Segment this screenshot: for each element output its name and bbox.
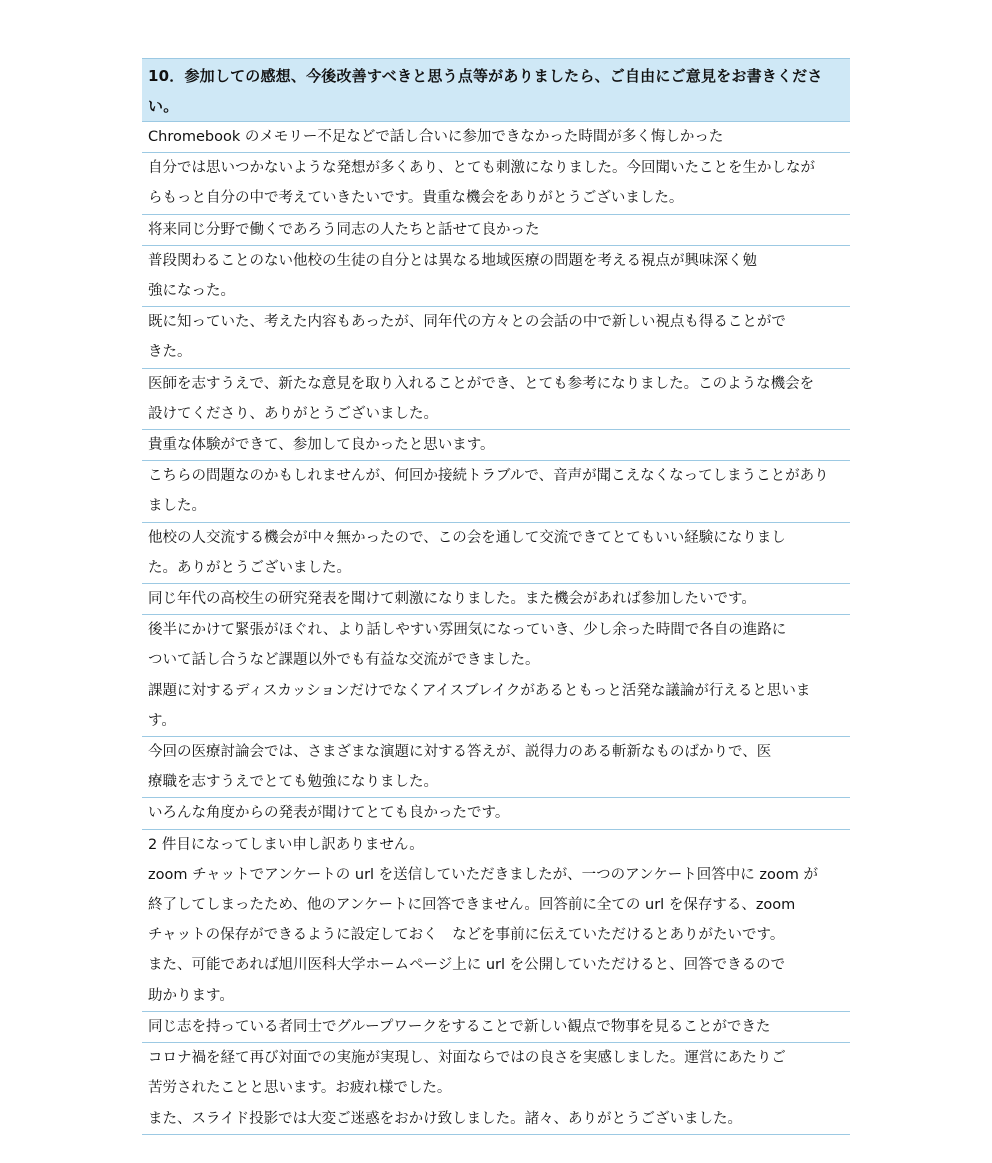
answer-text-line: また、スライド投影では大変ご迷惑をおかけ致しました。諸々、ありがとうございました。 bbox=[148, 1110, 743, 1127]
answer-text-line: 療職を志すうえでとても勉強になりました。 bbox=[148, 774, 438, 791]
answer-text-line: 他校の人交流する機会が中々無かったので、この会を通して交流できてとてもいい経験になりまし bbox=[148, 529, 786, 546]
answer-row bbox=[142, 737, 850, 798]
answer-row bbox=[142, 1043, 850, 1135]
question-title-continuation: い。 bbox=[148, 97, 179, 115]
answer-text-line: 助かります。 bbox=[148, 987, 234, 1004]
answer-text-line: 貴重な体験ができて、参加して良かったと思います。 bbox=[148, 437, 495, 454]
answer-row bbox=[142, 246, 850, 307]
answer-text-line: 2 件目になってしまい申し訳ありません。 bbox=[148, 836, 424, 853]
answer-text-line: 強になった。 bbox=[148, 283, 235, 300]
survey-table bbox=[142, 58, 850, 1135]
answer-text-line: 医師を志すうえで、新たな意見を取り入れることができ、とても参考になりました。このような機会を bbox=[148, 375, 815, 392]
answer-text-line: いろんな角度からの発表が聞けてとても良かったです。 bbox=[148, 805, 510, 822]
answer-text-line: また、可能であれば旭川医科大学ホームページ上に url を公開していただけると、回答できるので bbox=[148, 957, 786, 974]
answer-text-line: す。 bbox=[148, 712, 176, 729]
answer-text-line: 同じ年代の高校生の研究発表を聞けて刺激になりました。また機会があれば参加したいです。 bbox=[148, 591, 756, 608]
answer-row bbox=[142, 461, 850, 522]
answer-text-line: た。ありがとうございました。 bbox=[148, 559, 351, 576]
answer-text-line: コロナ禍を経て再び対面での実施が実現し、対面ならではの良さを実感しました。運営にあたりご bbox=[148, 1050, 786, 1067]
answer-row bbox=[142, 830, 850, 1012]
answer-text-line: 普段関わることのない他校の生徒の自分とは異なる地域医療の問題を考える視点が興味深く勉 bbox=[148, 252, 757, 269]
answer-text-line: 自分では思いつかないような発想が多くあり、とても刺激になりました。今回聞いたことを生かしなが bbox=[148, 160, 815, 177]
answer-text-line: Chromebook のメモリー不足などで話し合いに参加できなかった時間が多く悔しかった bbox=[148, 129, 724, 145]
answer-text-line: 同じ志を持っている者同士でグループワークをすることで新しい観点で物事を見ることができた bbox=[148, 1018, 771, 1035]
answer-row bbox=[142, 153, 850, 214]
question-header bbox=[142, 58, 850, 122]
answer-row bbox=[142, 523, 850, 584]
answer-list bbox=[142, 122, 850, 1135]
answer-row bbox=[142, 615, 850, 737]
answer-text-line: ました。 bbox=[148, 498, 206, 515]
answer-row bbox=[142, 430, 850, 461]
answer-row bbox=[142, 307, 850, 368]
answer-text-line: 後半にかけて緊張がほぐれ、より話しやすい雰囲気になっていき、少し余った時間で各自の進路に bbox=[148, 622, 787, 639]
answer-text-line: らもっと自分の中で考えていきたいです。貴重な機会をありがとうございました。 bbox=[148, 190, 684, 207]
answer-text-line: 課題に対するディスカッションだけでなくアイスブレイクがあるともっと活発な議論が行えると思いま bbox=[148, 682, 811, 699]
answer-text-line: 将来同じ分野で働くであろう同志の人たちと話せて良かった bbox=[148, 221, 540, 238]
answer-text-line: 既に知っていた、考えた内容もあったが、同年代の方々との会話の中で新しい視点も得ることがで bbox=[148, 314, 786, 331]
answer-row bbox=[142, 215, 850, 246]
question-title: 10．参加しての感想、今後改善すべきと思う点等がありましたら、ご自由にご意見をお書きくださ bbox=[148, 67, 823, 85]
answer-text-line: 設けてくださり、ありがとうございました。 bbox=[148, 405, 438, 422]
answer-text-line: zoom チャットでアンケートの url を送信していただきましたが、一つのアンケート回答中に zoom が bbox=[148, 866, 819, 883]
answer-row bbox=[142, 798, 850, 829]
answer-text-line: ついて話し合うなど課題以外でも有益な交流ができました。 bbox=[148, 652, 540, 669]
answer-row bbox=[142, 369, 850, 430]
answer-text-line: きた。 bbox=[148, 344, 192, 361]
answer-text-line: 苦労されたことと思います。お疲れ様でした。 bbox=[148, 1080, 452, 1097]
answer-row bbox=[142, 1012, 850, 1043]
answer-text-line: 終了してしまったため、他のアンケートに回答できません。回答前に全ての url を保存する、zoom bbox=[148, 897, 796, 914]
answer-text-line: 今回の医療討論会では、さまざまな演題に対する答えが、説得力のある斬新なものばかりで、医 bbox=[148, 744, 772, 761]
answer-text-line: チャットの保存ができるように設定しておく などを事前に伝えていただけるとありがたいです。 bbox=[148, 927, 785, 944]
answer-row bbox=[142, 584, 850, 615]
answer-row bbox=[142, 122, 850, 153]
answer-text-line: こちらの問題なのかもしれませんが、何回か接続トラブルで、音声が聞こえなくなってしまうことがあり bbox=[148, 468, 829, 485]
